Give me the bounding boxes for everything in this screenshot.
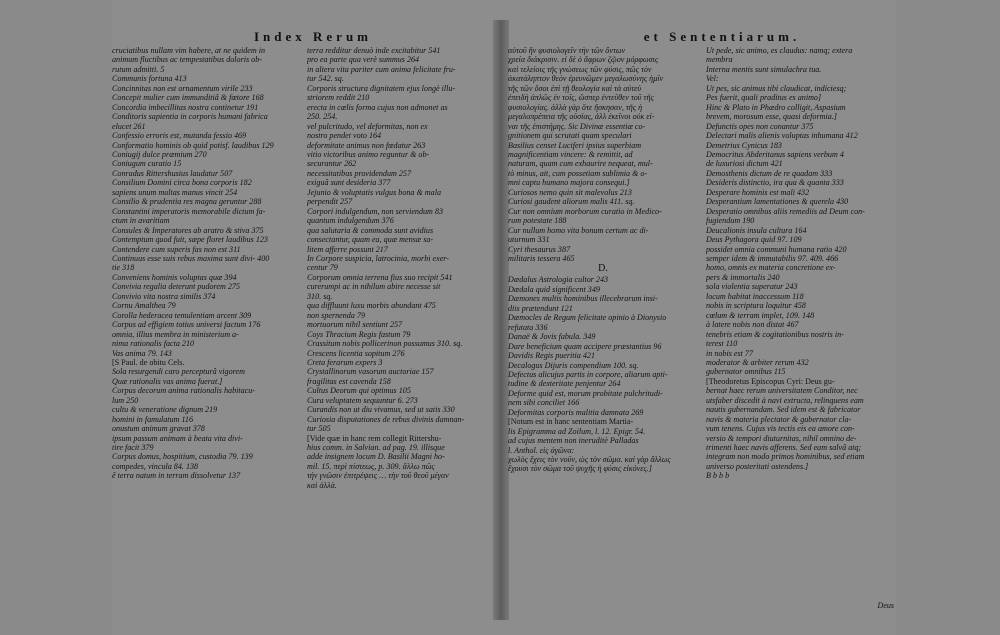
index-line: Corpus ad effigiem totius universi factum 176 <box>112 320 261 330</box>
index-line: locum habitat inaccessum 118 <box>706 291 804 301</box>
index-line: vitio victoribus animo reguntur & ob- <box>307 149 430 159</box>
index-line: hius comm. in Salvian. ad pag. 19. illisque <box>307 443 445 453</box>
left-page <box>112 28 494 618</box>
index-line: onustum animum gravat 378 <box>112 424 205 434</box>
index-line: consectantur, quam ea, quæ mensæ sa- <box>307 235 434 245</box>
index-line: omnia, illius membra in ministerium a- <box>112 329 239 339</box>
index-line: nima rationalis facta 210 <box>112 339 195 349</box>
index-line: Cultus Deorum qui optimus 105 <box>307 386 411 396</box>
index-line: homo, omnis ex materia concretione ex- <box>706 263 836 273</box>
index-line: καὶ ἀλλὰ. <box>307 480 337 490</box>
index-line: Deforme quid est, morum probitate pulchritudi- <box>508 388 663 398</box>
index-line: Coniugij dulce præmium 270 <box>112 149 207 159</box>
index-line: Ut pede, sic animo, es claudus: namq; extera <box>706 46 853 55</box>
index-line: Desperatio omnibus aliis remediis ad Deum con- <box>706 206 865 216</box>
index-line: 310. sq. <box>307 291 333 301</box>
index-line: Corpus decorum anima rationalis habitacu- <box>112 386 255 396</box>
left-column-2 <box>307 46 494 490</box>
index-line: vel pulcritudo, vel deformitas, non ex <box>307 121 428 131</box>
index-line: τὴν γνῶσιν ἐπιτρέψεις … τὴν τοῦ θεοῦ μέγαν <box>307 471 449 481</box>
index-line: quantum indulgendum 376 <box>307 216 394 226</box>
index-line: χρεία διάκρισιν. εἰ δὲ ὁ ἄφρων ζῷον μόρφωσις <box>508 55 659 65</box>
index-line: Dare beneficium quam accipere præstantius 96 <box>508 341 662 351</box>
index-line: Basilius censet Luciferi ipsius superbiam <box>508 140 642 150</box>
index-line: rum potestate 188 <box>508 216 567 226</box>
index-line: Corpus domus, hospitium, custodia 79. 139 <box>112 452 253 462</box>
index-line: ê terra natum in terram dissolvetur 137 <box>112 471 241 481</box>
index-line: tudine & dexteritate penjentur 264 <box>508 379 621 389</box>
index-line: Demetrius Cynicus 183 <box>706 140 782 150</box>
index-line: Continuus esse suis rebus maxima sunt divi- 400 <box>112 253 270 263</box>
index-line: Dæmocles de Regum felicitate opinio à Dionysio <box>508 313 667 323</box>
index-line: perpendit 257 <box>307 197 353 207</box>
index-line: refutata 336 <box>508 322 548 332</box>
index-line: integram non modo primos hominibus, sed etiam <box>706 452 865 462</box>
index-line: Contemptum quod fuit, sæpe floret laudibus 123 <box>112 235 268 245</box>
index-line: Conformatio hominis ob quid potisf. laudibus 129 <box>112 140 274 150</box>
index-line: Curiosi gaudent aliorum malis 411. sq. <box>508 197 635 207</box>
index-line: naturam, quam cum exhaurire nequeat, mul- <box>508 159 653 169</box>
index-line: non spernenda 79 <box>307 310 365 320</box>
index-line: terra redditur denuò inde excitabitur 541 <box>307 46 441 55</box>
index-line: Corolla hederacea temulentiam arcent 309 <box>112 310 252 320</box>
index-line: Consules & Imperatores ab aratro & stiva 375 <box>112 225 264 235</box>
index-line: τῆς τῶν ὅσοι ἐπὶ τῇ θεολογία καὶ τὰ αὐτεὐ <box>508 83 642 93</box>
index-line: magnificentiam vincere: & remittit, ad <box>508 149 633 159</box>
index-line: Cornu Amalthea 79 <box>112 301 176 311</box>
index-line: nobis in scriptura loquitur 458 <box>706 301 806 311</box>
index-line: Deformitas corporis malitia damnata 269 <box>508 407 644 417</box>
index-line: navis & materia plectator & gubernator cla- <box>706 414 852 424</box>
index-line: de luxuriosi dictum 421 <box>706 159 783 169</box>
index-line: à latere nobis non distat 467 <box>706 320 799 330</box>
index-line: ad cujus mentem non ineruditè Palladas <box>508 436 639 446</box>
index-line: rutum admitti. 5 <box>112 64 165 74</box>
index-line: brevem, morosum esse, quasi deformia.] <box>706 112 837 122</box>
index-line: lum 250 <box>112 395 139 405</box>
index-line: centur 79 <box>307 263 338 273</box>
index-line: tenebris etiam & cogitationibus nostris in- <box>706 329 844 339</box>
index-line: Convivia regalia deterunt pudorem 275 <box>112 282 240 292</box>
index-line: ctum in avaritiam <box>112 216 170 226</box>
index-line: Crescens licentia sopitum 276 <box>307 348 405 358</box>
index-line: Constantini imperatoris memorabile dictum fa- <box>112 206 266 216</box>
index-line: Consilio & prudentia res magna geruntur 288 <box>112 197 262 207</box>
index-line: Vel: <box>706 74 719 84</box>
index-line: Vas anima 79. 143 <box>112 348 172 358</box>
index-line: Interna mentis sunt simulachra tua. <box>706 64 822 74</box>
left-running-head: Index Rerum <box>253 29 373 44</box>
index-line: Curiosia disputationes de rebus divinis damnan- <box>307 414 465 424</box>
right-columns <box>508 46 896 481</box>
book-gutter <box>493 20 509 620</box>
left-page-edge <box>0 0 112 635</box>
index-line: Hinc & Plato in Phædro colligit, Aspasium <box>706 102 846 112</box>
index-line: Contendere cum superis fas non est 311 <box>112 244 241 254</box>
index-line: Defunctis opes non conantur 375 <box>706 121 814 131</box>
index-line: adde insignem locum D. Basilii Magni ho- <box>307 452 445 462</box>
index-line: universo posteritati ostendens.] <box>706 461 809 471</box>
index-line: Cura veluptatem sequuntur 6. 273 <box>307 395 418 405</box>
index-line: nostro pendet voto 164 <box>307 131 382 141</box>
index-line: Cur nullum homo vita bonum certum ac di- <box>508 225 649 235</box>
index-line: elucet 261 <box>112 121 146 131</box>
index-line: Quæ rationalis vas anima fuerat.] <box>112 376 223 386</box>
index-line: animum fluctibus ac tempestatibus doloris ob- <box>112 55 262 65</box>
index-line: l. Anthol. εἰς ἀγῶνα: <box>508 445 575 455</box>
index-line: Concordia imbecillitas nostra continetur 191 <box>112 102 259 112</box>
index-line: φυσιολογίας. ἀλλὰ γὰρ ὅτε ἤσκησαν, τῆς ἡ <box>508 102 643 112</box>
index-line: Pes fuerit, quali praditus es animo] <box>706 93 822 103</box>
index-line: tire facit 379 <box>112 443 154 453</box>
index-line: terest 110 <box>706 339 738 349</box>
index-line: gubernator omnibus 115 <box>706 367 786 377</box>
index-line: Danaë & Jovis fabula. 349 <box>508 332 596 342</box>
index-line: Coys Thracium Regis fastum 79 <box>307 329 411 339</box>
index-line: Curandis non ut diu vivamus, sed ut satis 330 <box>307 405 455 415</box>
index-line: Demosthenis dictum de re quadam 333 <box>706 168 833 178</box>
index-line: D. <box>598 263 608 275</box>
index-line: Davidis Regis pueritia 421 <box>508 351 595 361</box>
index-line: ἔχουσι τὸν σῶμα τοῦ ψυχῆς ἡ φύσις εἰκόνες.] <box>508 464 652 474</box>
index-line: Delectari malis alienis voluptas inhumana 412 <box>706 131 858 141</box>
index-line: Crassitum nobis pollicerinon possumus 310. sq. <box>307 339 463 349</box>
index-line: moderator & arbiter rerum 432 <box>706 357 809 367</box>
index-line: Cur non omnium morborum curatio in Medico- <box>508 206 662 216</box>
index-line: μεγαλοπρέπεια τῆς οὐσίας, ἀλλ ἐκεῖνοι οὐκ εἰ- <box>508 112 655 122</box>
index-line: καὶ τελείοις τῆς γνώσεως τῶν φύσις, πῶς τὸν <box>508 64 652 74</box>
index-line: diis prætendunt 121 <box>508 303 573 313</box>
index-line: ipsum passum animam à beata vita divi- <box>112 433 243 443</box>
index-line: Coniugum curatio 15 <box>112 159 182 169</box>
right-running-head: et Sententiarum. <box>643 29 801 44</box>
index-line: litem afferre possunt 217 <box>307 244 388 254</box>
index-line: Crystallinorum vasorum auctoriae 157 <box>307 367 434 377</box>
index-line: χωλὸς ἔχεις τὸν νοῦν, ὡς τὸν σῶμα. καὶ γὰρ ἄλλως <box>508 455 671 465</box>
index-line: pers & immortalis 240 <box>706 272 780 282</box>
index-line: [Vide quæ in hanc rem collegit Rittershu- <box>307 433 442 443</box>
index-line: tie 318 <box>112 263 135 273</box>
index-line: Democritus Abderitanus sapiens verbum 4 <box>706 149 844 159</box>
left-columns <box>112 46 494 490</box>
index-line: qua salutaria & commoda sunt avidius <box>307 225 434 235</box>
index-line: cruciatibus nullam vim habere, at ne quidem in <box>112 46 266 55</box>
right-column-2 <box>706 46 896 481</box>
index-line: [S Paul. de obitu Cels. <box>112 357 185 367</box>
index-line: securantur 262 <box>307 159 357 169</box>
index-line: Conditoris sapientia in corporis humani fabrica <box>112 112 268 122</box>
index-line: fragilitas est cavenda 158 <box>307 376 391 386</box>
index-line: homini in famulatum 116 <box>112 414 194 424</box>
index-line: ἀκατάληπτον θεὸν ἐρευνῶμεν μεγαλωσύνης ἡμῖν <box>508 74 664 84</box>
index-line: striorem reddit 210 <box>307 93 370 103</box>
index-line: cœlum & terram implet, 109. 148 <box>706 310 815 320</box>
index-line: curerumpi ac in nihilum abire necesse sit <box>307 282 441 292</box>
index-line: erecta in cœlis forma cujus non admonet as <box>307 102 448 112</box>
index-line: Decalogus Dijuris compendium 100. sq. <box>508 360 639 370</box>
index-line: In Corpore suspicia, latrocinia, morbi exer- <box>307 253 449 263</box>
index-line: tò minus, ait, cum possetiam sublimia & o- <box>508 168 648 178</box>
index-line: qua diffluunt luxu morbis abundant 475 <box>307 301 436 311</box>
index-line: tur 542. sq. <box>307 74 344 84</box>
index-line: αὐτοῦ ἤν φυσιολογεῖν τὴν τῶν ὄντων <box>508 46 626 55</box>
index-line: in altera vita pariter cum anima felicitate fru- <box>307 64 456 74</box>
index-line: Concepit mulier cum immunditiâ & fœtore 168 <box>112 93 264 103</box>
index-line: Consilium Domini circa bona corporis 182 <box>112 178 252 188</box>
index-line: exiguâ sunt desideria 377 <box>307 178 391 188</box>
index-line: Defectus alicujus partis in corpore, aliarum apti- <box>508 369 668 379</box>
index-line: Sola resurgendi caro percepturâ vigorem <box>112 367 245 377</box>
index-line: utsfaber discedit à navi extructa, relinquens eam <box>706 395 864 405</box>
index-line: Dæmones multis hominibus illecebrarum insi- <box>508 294 658 304</box>
index-line: necessitatibus providendum 257 <box>307 168 412 178</box>
catchword: Deus <box>877 601 894 610</box>
index-line: gnitionem qui scrutati quam speculari <box>508 131 632 141</box>
index-line: Ut pes, sic animus tibi claudicat, indiciesq; <box>706 83 847 93</box>
index-line: Corporis structura dignitatem ejus longè illu- <box>307 83 456 93</box>
index-line: Dædala quid significent 349 <box>508 284 600 294</box>
index-line: Deucalionis insula cultura 164 <box>706 225 807 235</box>
index-line: cultu & veneratione dignum 219 <box>112 405 218 415</box>
index-line: Confessio erroris est, mutanda fessio 469 <box>112 131 247 141</box>
index-line: nautis gubernandam. Sed idem est & fabricator <box>706 405 861 415</box>
index-line: [Notum est in hanc sententiam Martia- <box>508 417 634 427</box>
index-line: Cyri thesaurus 387 <box>508 244 571 254</box>
right-page <box>508 28 896 618</box>
index-line: mil. 15. περὶ πίστεως, p. 309. ἄλλω πῶς <box>307 461 435 471</box>
index-line: Curiosos nemo quin sit malevolus 213 <box>508 187 632 197</box>
index-line: nem sibi conciliet 166 <box>508 398 580 408</box>
index-line: Desperantium lamentationes & querela 430 <box>706 197 849 207</box>
right-page-edge <box>896 0 1000 635</box>
index-line: Concinnitas non est ornamentum virile 233 <box>112 83 253 93</box>
index-line: Conradus Rittershusius laudatur 507 <box>112 168 233 178</box>
index-line: B b b b <box>706 471 730 481</box>
index-line: mortuorum nihil sentiunt 257 <box>307 320 403 330</box>
index-line: trimenti haec navis afferens. Sed eam salvâ atq; <box>706 443 862 453</box>
index-line: Corporum omnia terrena fius suo recipit 541 <box>307 272 453 282</box>
index-line: uturnum 331 <box>508 235 550 245</box>
index-line: Jejunio & voluptatis vulgus bona & mala <box>307 187 441 197</box>
index-line: Dædalus Astrologia cultor 243 <box>508 275 609 285</box>
index-line: Communis fortuna 413 <box>112 74 187 84</box>
index-line: ἐπειδὴ ἀπλῶς ἐν τοῖς, ὥσπερ ἐντεῦθεν τοῦ τῆς <box>508 93 654 103</box>
index-line: tur 505 <box>307 424 331 434</box>
index-line: Conveniens hominis voluptas quæ 394 <box>112 272 237 282</box>
index-line: Desideris distinctio, ira qua & quanta 333 <box>706 178 844 188</box>
index-line: fugiendum 190 <box>706 216 755 226</box>
index-line: sola violentia superatur 243 <box>706 282 798 292</box>
index-line: militaris tessera 465 <box>508 253 575 263</box>
index-line: versio & tempori diuturnitas, nihil omnino de- <box>706 433 857 443</box>
index-line: sapiens unum multas manus vincit 254 <box>112 187 238 197</box>
index-line: [Theodoretus Episcopus Cyri: Deus gu- <box>706 376 835 386</box>
index-line: semper idem & immutabilis 97. 409. 466 <box>706 253 839 263</box>
index-line: Convivio vita nostra similis 374 <box>112 291 216 301</box>
index-line: membra <box>706 55 733 65</box>
index-line: lis Epigramma ad Zoilum, l. 12. Epigr. 54. <box>508 426 646 436</box>
left-column-1 <box>112 46 299 490</box>
index-line: mni captu humano majora consequi.] <box>508 178 630 188</box>
index-line: compedes, vincula 84. 138 <box>112 461 199 471</box>
index-line: pro ea parte qua verè summus 264 <box>307 55 420 65</box>
index-line: 250. 254. <box>307 112 338 122</box>
index-line: ναι τῆς ἐπιστήμης. Sic Divinæ essentiæ co- <box>508 121 646 131</box>
index-line: Deus Pythagora quid 97. 109 <box>706 235 802 245</box>
index-line: Corpori indulgendum, non serviendum 83 <box>307 206 444 216</box>
index-line: Creta ferarum expers 3 <box>307 357 383 367</box>
index-line: deformitate animus non fœdatur 263 <box>307 140 426 150</box>
index-line: Desperare hominis est mali 432 <box>706 187 810 197</box>
index-line: bernat haec rerum universitatem Conditor, nec <box>706 386 858 396</box>
index-line: vum tenens. Cujus vis tectis eis ea amore con- <box>706 424 855 434</box>
index-line: in nobis est 77 <box>706 348 753 358</box>
index-line: possidet omnia communi humana ratio 420 <box>706 244 847 254</box>
right-column-1 <box>508 46 698 481</box>
